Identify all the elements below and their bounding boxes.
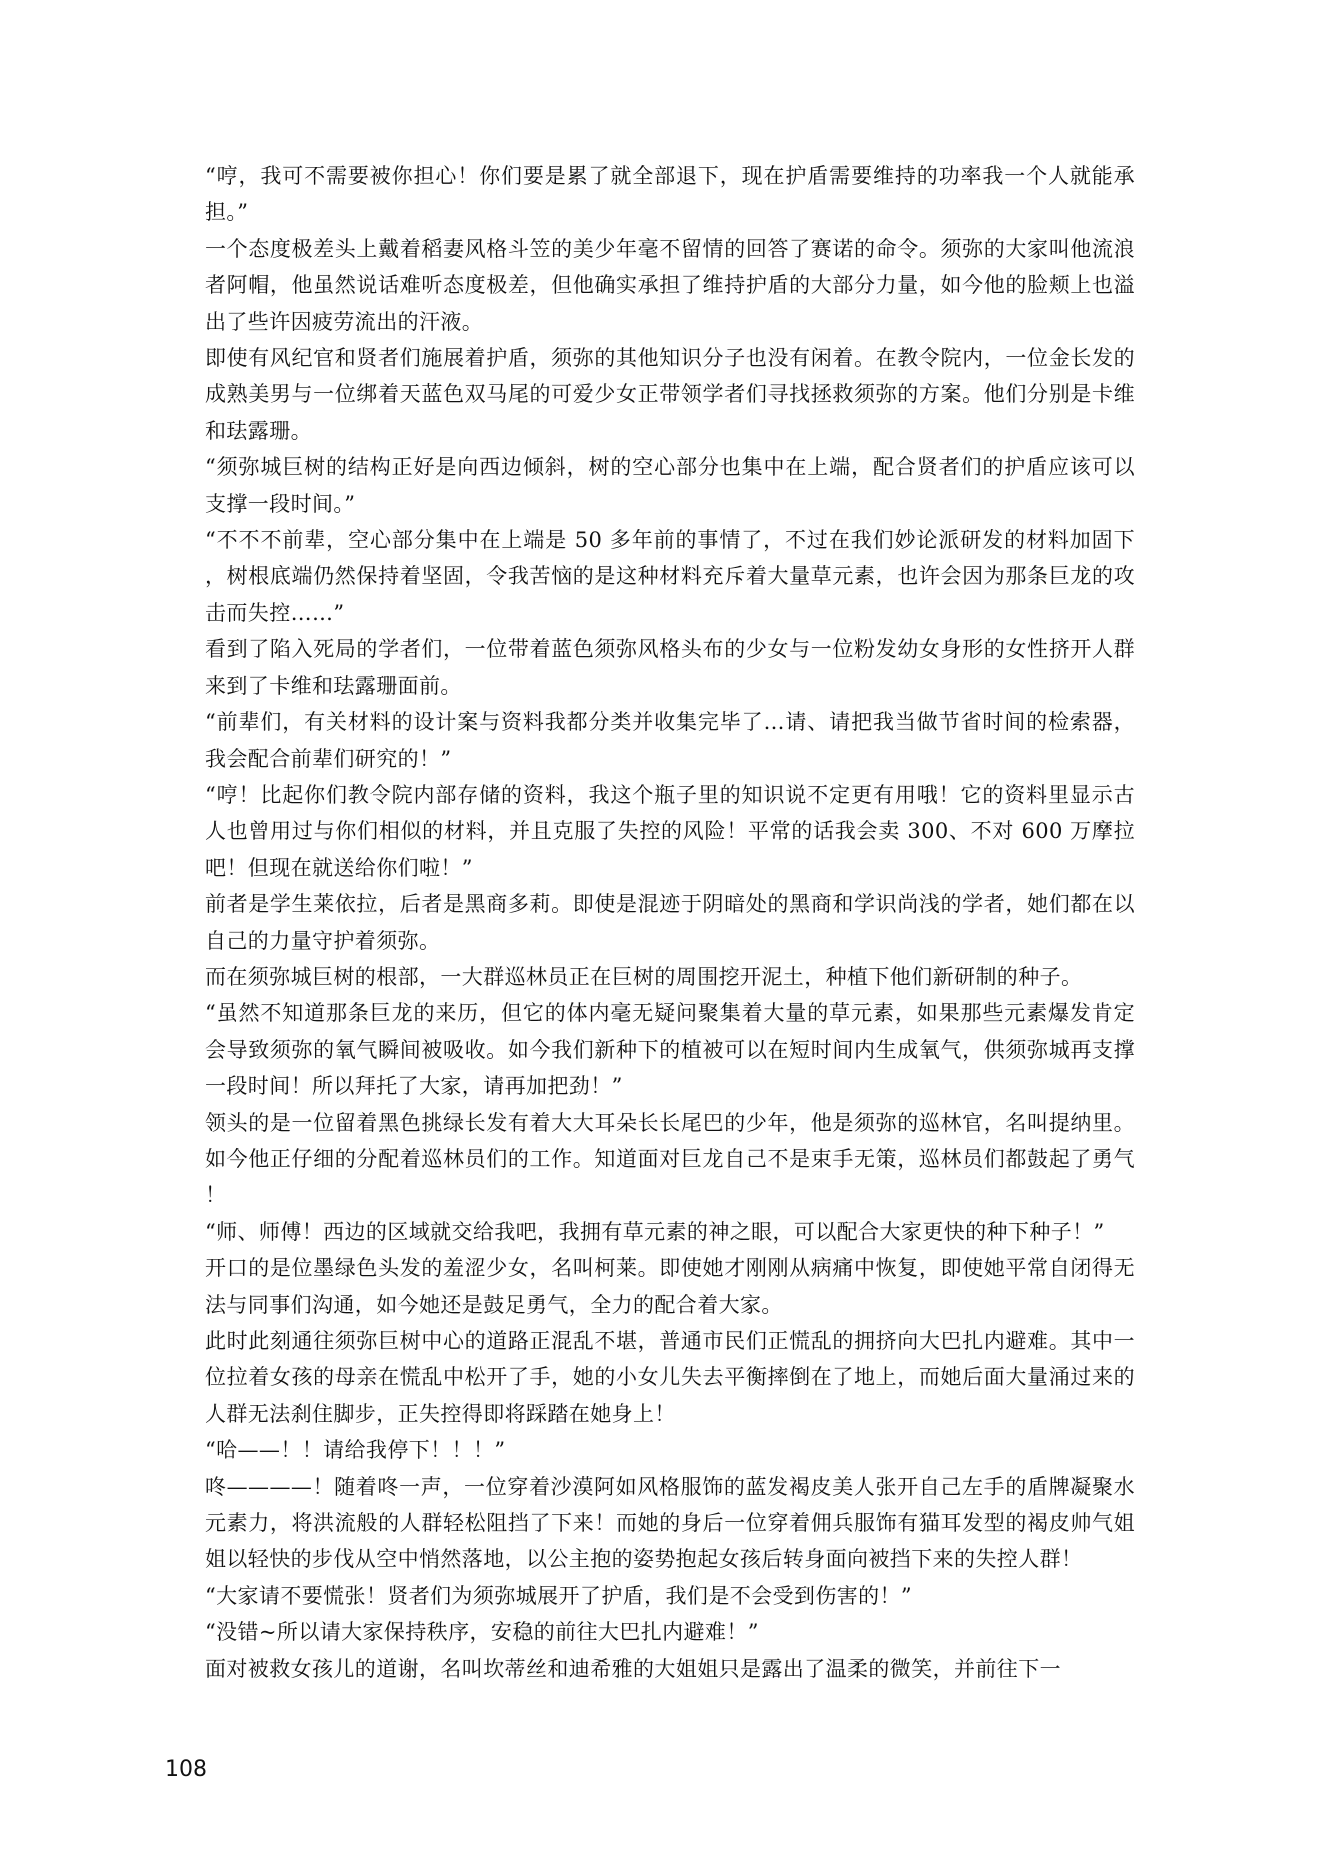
paragraph: 面对被救女孩儿的道谢，名叫坎蒂丝和迪希雅的大姐姐只是露出了温柔的微笑，并前往下一	[205, 1656, 1061, 1681]
paragraph: “哈——！！请给我停下！！！”	[205, 1438, 506, 1463]
paragraph: 而在须弥城巨树的根部，一大群巡林员正在巨树的周围挖开泥土，种植下他们新研制的种子。	[205, 964, 1083, 989]
body-text	[205, 158, 1135, 1687]
paragraph: 开口的是位墨绿色头发的羞涩少女，名叫柯莱。即使她才刚刚从病痛中恢复，即使她平常自闭得无法与同事们沟通，如今她还是鼓足勇气，全力的配合着大家。	[205, 1256, 1135, 1317]
paragraph: 一个态度极差头上戴着稻妻风格斗笠的美少年毫不留情的回答了赛诺的命令。须弥的大家叫他流浪者阿帽，他虽然说话难听态度极差，但他确实承担了维持护盾的大部分力量，如今他的脸颊上也溢出了些许因疲劳流出的汗液。	[205, 236, 1135, 334]
paragraph: 咚————！随着咚一声，一位穿着沙漠阿如风格服饰的蓝发褐皮美人张开自己左手的盾牌凝聚水元素力，将洪流般的人群轻松阻挡了下来！而她的身后一位穿着佣兵服饰有猫耳发型的褐皮帅气姐姐以轻快的步伐从空中悄然落地，以公主抱的姿势抱起女孩后转身面向被挡下来的失控人群！	[205, 1474, 1135, 1572]
page-number: 108	[165, 1757, 207, 1782]
paragraph: “师、师傅！西边的区域就交给我吧，我拥有草元素的神之眼，可以配合大家更快的种下种子！”	[205, 1219, 1105, 1244]
paragraph: 此时此刻通往须弥巨树中心的道路正混乱不堪，普通市民们正慌乱的拥挤向大巴扎内避难。其中一位拉着女孩的母亲在慌乱中松开了手，她的小女儿失去平衡摔倒在了地上，而她后面大量涌过来的人群无法刹住脚步，正失控得即将踩踏在她身上！	[205, 1329, 1135, 1426]
paragraph: “哼！比起你们教令院内部存储的资料，我这个瓶子里的知识说不定更有用哦！它的资料里显示古人也曾用过与你们相似的材料，并且克服了失控的风险！平常的话我会卖 300、不对 600 万摩拉吧！但现在就送给你们啦！”	[205, 782, 1135, 880]
paragraph: “哼，我可不需要被你担心！你们要是累了就全部退下，现在护盾需要维持的功率我一个人就能承担。”	[205, 164, 1135, 225]
paragraph: “前辈们，有关材料的设计案与资料我都分类并收集完毕了…请、请把我当做节省时间的检索器，我会配合前辈们研究的！”	[205, 710, 1135, 771]
paragraph: 即使有风纪官和贤者们施展着护盾，须弥的其他知识分子也没有闲着。在教令院内，一位金长发的成熟美男与一位绑着天蓝色双马尾的可爱少女正带领学者们寻找拯救须弥的方案。他们分别是卡维和珐露珊。	[205, 346, 1135, 443]
paragraph: “须弥城巨树的结构正好是向西边倾斜，树的空心部分也集中在上端，配合贤者们的护盾应该可以支撑一段时间。”	[205, 455, 1135, 516]
paragraph: “没错~所以请大家保持秩序，安稳的前往大巴扎内避难！”	[205, 1620, 759, 1645]
paragraph: “大家请不要慌张！贤者们为须弥城展开了护盾，我们是不会受到伤害的！”	[205, 1583, 913, 1608]
paragraph: “不不不前辈，空心部分集中在上端是 50 多年前的事情了，不过在我们妙论派研发的材料加固下，树根底端仍然保持着坚固，令我苦恼的是这种材料充斥着大量草元素，也许会因为那条巨龙的攻击而失控……”	[205, 528, 1135, 625]
paragraph: 领头的是一位留着黑色挑绿长发有着大大耳朵长长尾巴的少年，他是须弥的巡林官，名叫提纳里。如今他正仔细的分配着巡林员们的工作。知道面对巨龙自己不是束手无策，巡林员们都鼓起了勇气！	[205, 1110, 1135, 1208]
paragraph: 前者是学生莱依拉，后者是黑商多莉。即使是混迹于阴暗处的黑商和学识尚浅的学者，她们都在以自己的力量守护着须弥。	[205, 892, 1135, 953]
paragraph: “虽然不知道那条巨龙的来历，但它的体内毫无疑问聚集着大量的草元素，如果那些元素爆发肯定会导致须弥的氧气瞬间被吸收。如今我们新种下的植被可以在短时间内生成氧气，供须弥城再支撑一段时间！所以拜托了大家，请再加把劲！”	[205, 1001, 1135, 1099]
paragraph: 看到了陷入死局的学者们，一位带着蓝色须弥风格头布的少女与一位粉发幼女身形的女性挤开人群来到了卡维和珐露珊面前。	[205, 637, 1135, 698]
